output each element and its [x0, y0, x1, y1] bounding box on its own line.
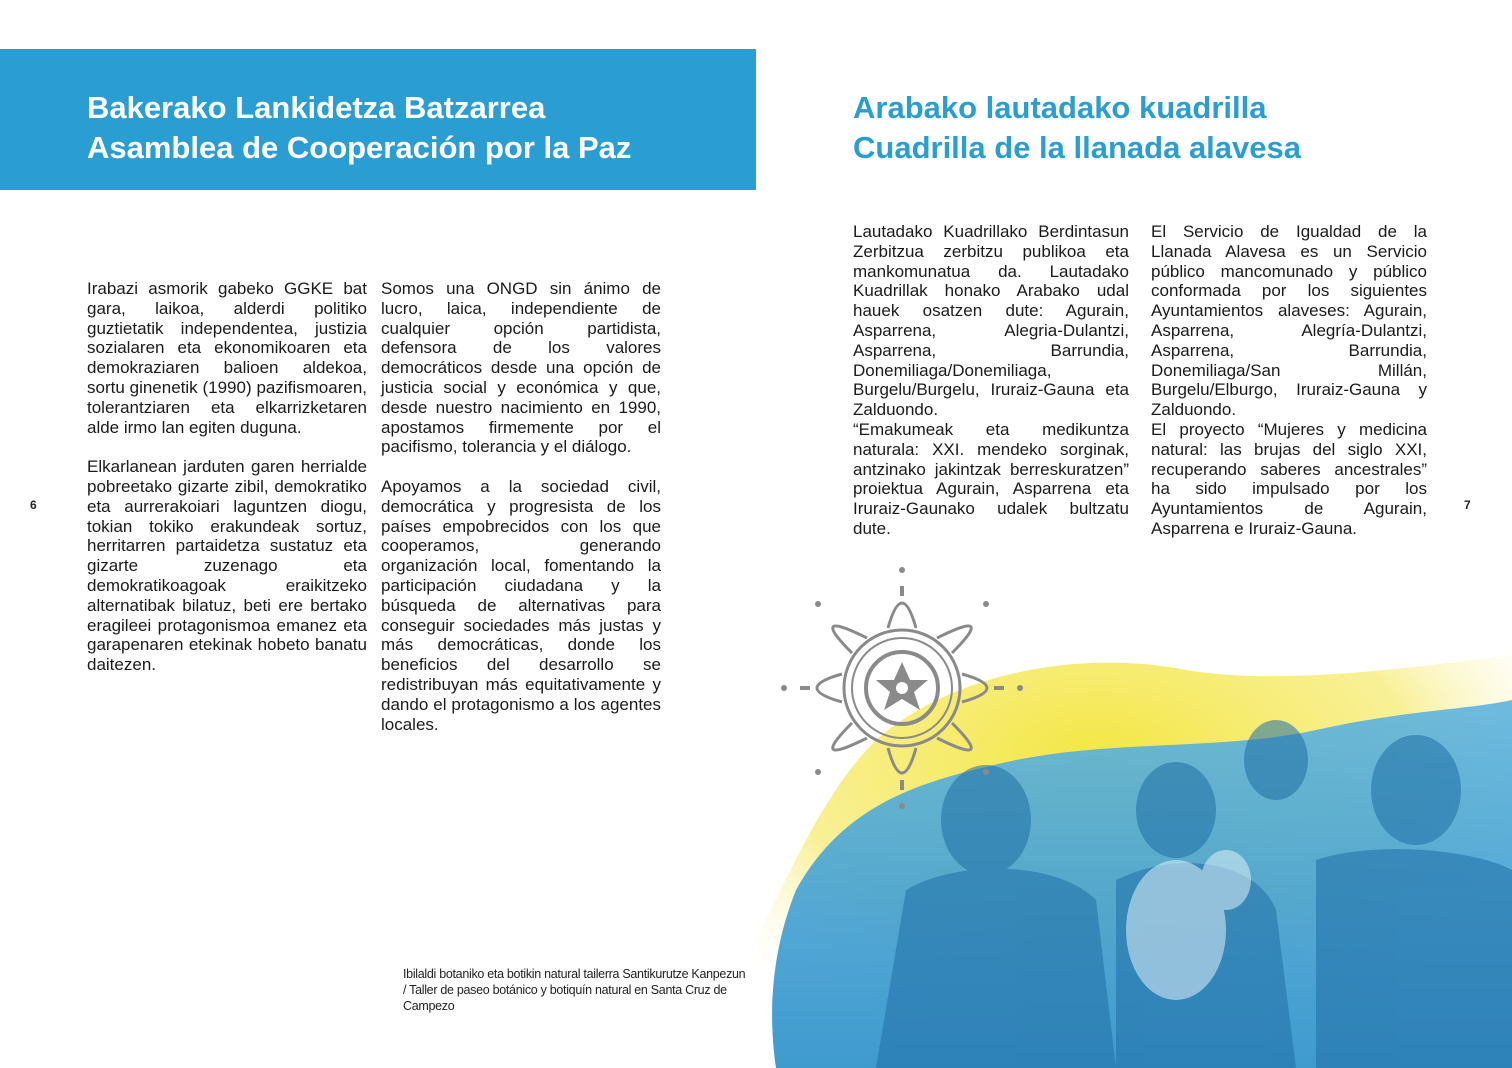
- right-title-spanish: Cuadrilla de la llanada alavesa: [853, 130, 1302, 165]
- left-title-spanish: Asamblea de Cooperación por la Paz: [87, 130, 632, 165]
- right-spanish-paragraph-1: El Servicio de Igualdad de la Llanada Alavesa es un Servicio público mancomunado y público conformada por los siguientes Ayuntamientos alaveses: Agurain, Asparrena, Alegría-Dulantzi, Asparrena, Barrundia, Donemiliaga/San Millán, Burgelu/Elburgo, Iruraiz-Gauna y Zalduondo.: [1151, 222, 1427, 420]
- right-basque-paragraph-1: Lautadako Kuadrillako Berdintasun Zerbitzua zerbitzu publikoa eta mankomunatua da. Lautadako Kuadrillak honako Arabako udal hauek osatzen dute: Agurain, Asparrena, Alegria-Dulantzi, Asparrena, Barrundia, Donemiliaga/Donemiliaga, Burgelu/Burgelu, Iruraiz-Gauna eta Zalduondo.: [853, 222, 1129, 420]
- page-number-left: 6: [30, 498, 37, 512]
- left-page-title: [87, 88, 631, 168]
- right-spanish-paragraph-2: El proyecto “Mujeres y medicina natural: las brujas del siglo XXI, recuperando saberes ancestrales” ha sido impulsado por los Ayuntamientos de Agurain, Asparrena e Iruraiz-Gauna.: [1151, 419, 1427, 538]
- left-basque-paragraph-2: Elkarlanean jarduten garen herrialde pobreetako gizarte zibil, demokratiko eta aurrerakoiari laguntzen diogu, tokian tokiko erakundeak sortuz, herritarren partaidetza sustatuz eta gizarte zuzenago eta demokratikoagoak eraikitzeko alternatibak bilatuz, beti ere bertako eragileei protagonismoa emanez eta garapenaren etekinak hobeto banatu daitezen.: [87, 457, 367, 675]
- left-column-spanish: [381, 279, 661, 734]
- left-basque-paragraph-1: Irabazi asmorik gabeko GGKE bat gara, laikoa, alderdi politiko guztietatik independentea, justizia sozialaren eta ekonomikoaren eta demokraziaren balioen aldekoa, sortu ginenetik (1990) pazifismoaren, tolerantziaren eta elkarrizketaren alde irmo lan egiten duguna.: [87, 279, 367, 437]
- right-page: [756, 0, 1512, 1068]
- right-column-spanish: [1151, 222, 1427, 539]
- left-column-basque: [87, 279, 367, 675]
- right-column-basque: [853, 222, 1129, 539]
- right-title-basque: Arabako lautadako kuadrilla: [853, 90, 1267, 125]
- right-basque-paragraph-2: “Emakumeak eta medikuntza naturala: XXI. mendeko sorginak, antzinako jakintzak berreskuratzen” proiektua Agurain, Asparrena eta Iruraiz-Gaunako udalek bultzatu dute.: [853, 419, 1129, 538]
- photo-caption: Ibilaldi botaniko eta botikin natural tailerra Santikurutze Kanpezun / Taller de paseo botánico y botiquín natural en Santa Cruz de Campezo: [403, 967, 746, 1013]
- right-page-title: [853, 88, 1301, 168]
- left-spanish-paragraph-1: Somos una ONGD sin ánimo de lucro, laica, independiente de cualquier opción partidista, defensora de los valores democráticos desde una opción de justicia social y económica y que, desde nuestro nacimiento en 1990, apostamos firmemente por el pacifismo, tolerancia y el diálogo.: [381, 279, 661, 457]
- left-title-basque: Bakerako Lankidetza Batzarrea: [87, 90, 546, 125]
- lauburu-star-emblem-icon: [776, 562, 1028, 814]
- page-number-right: 7: [1464, 498, 1471, 512]
- left-spanish-paragraph-2: Apoyamos a la sociedad civil, democrática y progresista de los países empobrecidos con los que cooperamos, generando organización local, fomentando la participación ciudadana y la búsqueda de alternativas para conseguir sociedades más justas y más democráticas, donde los beneficios del desarrollo se redistribuyan más equitativamente y dando el protagonismo a los agentes locales.: [381, 476, 661, 734]
